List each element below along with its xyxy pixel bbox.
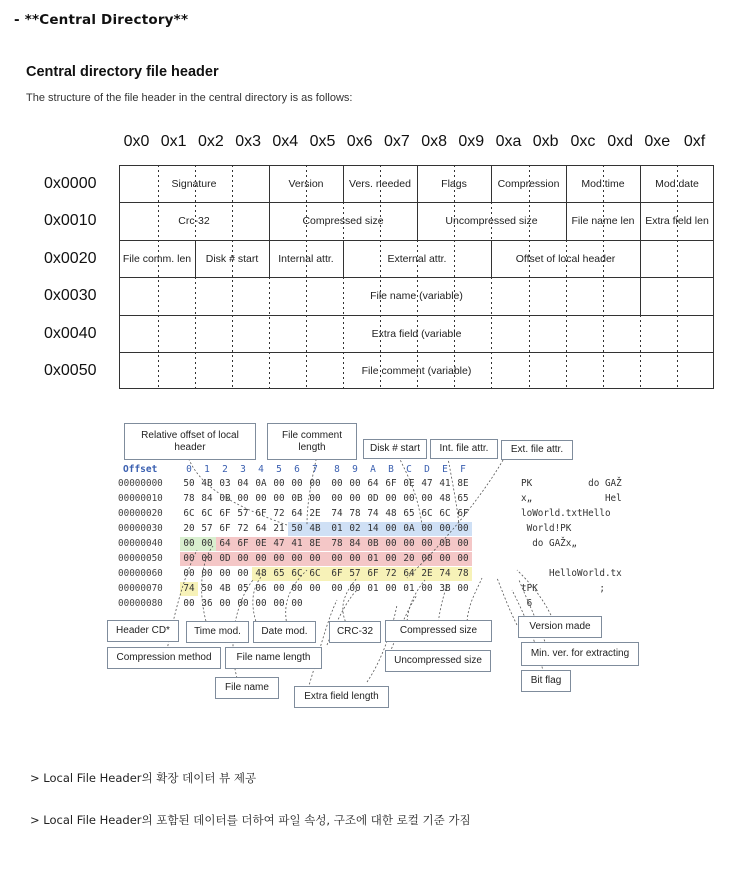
- hex-byte: 00: [349, 553, 361, 564]
- column-header-0xd: 0xd: [607, 133, 633, 150]
- field-uncompressed-size: Uncompressed size: [445, 215, 538, 227]
- page-heading: - **Central Directory**: [14, 12, 189, 28]
- hex-byte: 78: [331, 538, 343, 549]
- label-compressed-size: Compressed size: [385, 620, 492, 642]
- hex-ascii: World!PK: [521, 523, 572, 534]
- hex-byte: 48: [439, 493, 451, 504]
- section-description: The structure of the file header in the central directory is as follows:: [26, 92, 353, 104]
- hex-byte: 0B: [439, 538, 451, 549]
- hex-byte: 64: [291, 508, 303, 519]
- hex-byte: 64: [367, 478, 379, 489]
- hex-byte: 65: [457, 493, 469, 504]
- hex-byte: 00: [439, 523, 451, 534]
- column-header-0xf: 0xf: [683, 133, 706, 150]
- hex-byte: 00: [273, 478, 285, 489]
- hex-ascii: PK do GAŽ: [521, 478, 622, 489]
- label-bit-flag: Bit flag: [521, 670, 571, 692]
- label-version-made: Version made: [518, 616, 602, 638]
- field-vers-needed: Vers. needed: [349, 177, 411, 190]
- hex-byte: 00: [291, 598, 303, 609]
- field-flags: Flags: [441, 177, 467, 190]
- hex-byte: 50: [291, 523, 303, 534]
- hex-byte: 57: [201, 523, 213, 534]
- row-header-0x0030: 0x0030: [44, 287, 97, 305]
- field-file-comment: File comment (variable): [361, 364, 472, 377]
- field-compressed-size: Compressed size: [302, 215, 384, 227]
- label-min-ver: Min. ver. for extracting: [521, 642, 639, 666]
- label-extra-field-length: Extra field length: [294, 686, 389, 708]
- hex-byte: 00: [255, 553, 267, 564]
- note-1: > Local File Header의 확장 데이터 뷰 제공: [30, 771, 257, 785]
- hex-byte: 8E: [309, 538, 321, 549]
- hex-byte: 00: [237, 598, 249, 609]
- hex-byte: 00: [385, 523, 397, 534]
- field-offset-local-header: Offset of local header: [515, 252, 616, 265]
- hex-byte: 00: [183, 553, 195, 564]
- hex-offset: 00000040: [118, 538, 163, 549]
- hex-byte: 00: [273, 553, 285, 564]
- hex-byte: 00: [237, 493, 249, 504]
- hex-byte: 0D: [219, 553, 231, 564]
- hex-byte: 0E: [255, 538, 267, 549]
- label-int-file-attr: Int. file attr.: [430, 439, 498, 459]
- hex-byte: 6F: [385, 478, 397, 489]
- hex-col-header: 3: [240, 464, 246, 475]
- hex-byte: 06: [255, 583, 267, 594]
- hex-byte: 01: [403, 583, 415, 594]
- field-internal-attr: Internal attr.: [278, 252, 334, 265]
- hex-offset: 00000030: [118, 523, 163, 534]
- hex-byte: 00: [403, 538, 415, 549]
- hex-byte: 00: [385, 583, 397, 594]
- hex-byte: 02: [349, 523, 361, 534]
- hex-byte: 0D: [367, 493, 379, 504]
- column-header-0x1: 0x1: [160, 133, 187, 150]
- label-disk-start: Disk # start: [363, 439, 427, 459]
- hex-byte: 64: [255, 523, 267, 534]
- hex-byte: 50: [183, 478, 195, 489]
- hex-ascii: HelloWorld.tx: [521, 568, 622, 579]
- column-header-0x9: 0x9: [458, 133, 485, 150]
- label-time-mod: Time mod.: [186, 621, 249, 643]
- hex-byte: 00: [331, 583, 343, 594]
- hex-col-header: 5: [276, 464, 282, 475]
- label-crc32: CRC-32: [329, 621, 381, 643]
- hex-byte: 0E: [403, 478, 415, 489]
- hex-byte: 00: [349, 478, 361, 489]
- note-2: > Local File Header의 포함된 데이터를 더하여 파일 속성, 구조에 대한 로컬 기준 가짐: [30, 813, 471, 827]
- hex-byte: 00: [385, 538, 397, 549]
- column-header-0xa: 0xa: [495, 133, 522, 150]
- hex-byte: 00: [219, 598, 231, 609]
- label-file-name-length: File name length: [225, 647, 322, 669]
- hex-byte: 0B: [291, 493, 303, 504]
- row-header-0x0020: 0x0020: [44, 249, 97, 267]
- row-header-0x0050: 0x0050: [44, 362, 97, 379]
- hex-col-header: 7: [312, 464, 318, 475]
- field-compression: Compression: [497, 177, 560, 190]
- hex-byte: 6C: [291, 568, 303, 579]
- hex-offset: 00000000: [118, 478, 163, 489]
- hex-byte: 72: [385, 568, 397, 579]
- column-header-0xe: 0xe: [644, 133, 671, 150]
- hex-byte: 48: [385, 508, 397, 519]
- column-header-0x8: 0x8: [421, 133, 447, 150]
- hex-col-header: B: [388, 464, 394, 475]
- hex-byte: 00: [457, 583, 469, 594]
- hex-byte: 03: [219, 478, 231, 489]
- hex-byte: 41: [291, 538, 303, 549]
- label-file-comment-length: File comment length: [267, 423, 357, 460]
- offset-header: Offset: [123, 464, 158, 475]
- hex-byte: 8E: [457, 478, 469, 489]
- hex-byte: 00: [183, 598, 195, 609]
- hex-byte: 6F: [331, 568, 343, 579]
- hex-byte: 47: [273, 538, 285, 549]
- field-external-attr: External attr.: [387, 252, 447, 265]
- hex-byte: 36: [201, 598, 213, 609]
- hex-byte: 78: [457, 568, 469, 579]
- field-file-name: File name (variable): [370, 290, 463, 302]
- hex-byte: 14: [367, 523, 379, 534]
- hex-byte: 00: [201, 538, 213, 549]
- column-header-0x5: 0x5: [309, 133, 336, 150]
- hex-col-header: D: [424, 464, 430, 475]
- hex-byte: 6F: [237, 538, 249, 549]
- column-header-0xc: 0xc: [570, 133, 596, 150]
- hex-offset: 00000010: [118, 493, 163, 504]
- hex-byte: 84: [201, 493, 213, 504]
- hex-byte: 00: [237, 553, 249, 564]
- hex-byte: 00: [421, 538, 433, 549]
- hex-offset: 00000070: [118, 583, 163, 594]
- field-extra-field: Extra field (variable: [371, 327, 462, 340]
- structure-table: [119, 165, 714, 389]
- column-header-0x0: 0x0: [123, 133, 150, 150]
- hex-ascii: loWorld.txtHello: [521, 508, 611, 519]
- hex-col-header: 2: [222, 464, 228, 475]
- hex-byte: 00: [291, 478, 303, 489]
- hex-col-header: A: [370, 464, 376, 475]
- hex-byte: 6C: [421, 508, 433, 519]
- hex-byte: 00: [309, 493, 321, 504]
- hex-byte: 05: [237, 583, 249, 594]
- hex-ascii: do GAŽx„: [521, 538, 577, 549]
- hex-byte: 00: [291, 583, 303, 594]
- hex-byte: 0A: [403, 523, 415, 534]
- hex-byte: 74: [367, 508, 379, 519]
- hex-byte: 00: [237, 568, 249, 579]
- hex-byte: 74: [439, 568, 451, 579]
- row-header-0x0010: 0x0010: [44, 212, 97, 230]
- hex-byte: 6C: [201, 508, 213, 519]
- hex-byte: 6C: [439, 508, 451, 519]
- hex-byte: 00: [309, 583, 321, 594]
- hex-byte: 00: [183, 538, 195, 549]
- hex-dump: [107, 461, 639, 637]
- hex-byte: 57: [237, 508, 249, 519]
- hex-byte: 00: [255, 598, 267, 609]
- hex-byte: 47: [421, 478, 433, 489]
- row-header-0x0000: 0x0000: [44, 175, 97, 192]
- section-title: Central directory file header: [26, 64, 219, 80]
- hex-col-header: 0: [186, 464, 192, 475]
- hex-col-header: 6: [294, 464, 300, 475]
- hex-byte: 00: [291, 553, 303, 564]
- hex-byte: 00: [309, 553, 321, 564]
- hex-byte: 0B: [367, 538, 379, 549]
- hex-byte: 78: [349, 508, 361, 519]
- field-signature: Signature: [171, 177, 217, 190]
- hex-byte: 6C: [183, 508, 195, 519]
- hex-byte: 6F: [255, 508, 267, 519]
- hex-byte: 00: [331, 493, 343, 504]
- hex-byte: 00: [457, 538, 469, 549]
- hex-byte: 48: [255, 568, 267, 579]
- hex-col-header: 9: [352, 464, 358, 475]
- hex-byte: 50: [201, 583, 213, 594]
- hex-byte: 00: [421, 583, 433, 594]
- hex-ascii: x„ Hel: [521, 493, 622, 504]
- label-date-mod: Date mod.: [253, 621, 316, 643]
- column-header-0x7: 0x7: [383, 133, 410, 150]
- hex-col-header: 4: [258, 464, 264, 475]
- hex-byte: 00: [385, 553, 397, 564]
- hex-byte: 00: [273, 598, 285, 609]
- hex-ascii: tPK ;: [521, 583, 605, 594]
- hex-byte: 00: [331, 553, 343, 564]
- hex-byte: 72: [273, 508, 285, 519]
- hex-byte: 78: [183, 493, 195, 504]
- hex-byte: 00: [183, 568, 195, 579]
- hex-byte: 3B: [439, 583, 451, 594]
- hex-col-header: E: [442, 464, 448, 475]
- hex-byte: 41: [439, 478, 451, 489]
- hex-byte: 00: [273, 493, 285, 504]
- hex-byte: 00: [309, 478, 321, 489]
- hex-col-header: 1: [204, 464, 210, 475]
- hex-byte: 00: [385, 493, 397, 504]
- hex-byte: 00: [439, 553, 451, 564]
- hex-col-header: 8: [334, 464, 340, 475]
- hex-byte: 00: [421, 553, 433, 564]
- field-mod-date: Mod date: [655, 177, 699, 190]
- hex-byte: 00: [457, 523, 469, 534]
- hex-offset: 00000050: [118, 553, 163, 564]
- hex-byte: 57: [349, 568, 361, 579]
- column-header-0x3: 0x3: [235, 133, 261, 150]
- label-ext-file-attr: Ext. file attr.: [501, 440, 573, 460]
- row-header-0x0040: 0x0040: [44, 324, 97, 342]
- hex-byte: 6F: [219, 523, 231, 534]
- field-mod-time: Mod time: [581, 177, 625, 190]
- hex-byte: 01: [331, 523, 343, 534]
- field-disk-start: Disk # start: [205, 252, 259, 265]
- hex-byte: 72: [237, 523, 249, 534]
- hex-byte: 6C: [309, 568, 321, 579]
- hex-byte: 6F: [367, 568, 379, 579]
- hex-byte: 4B: [219, 583, 231, 594]
- hex-byte: 00: [201, 568, 213, 579]
- hex-byte: 01: [367, 553, 379, 564]
- hex-byte: 04: [237, 478, 249, 489]
- hex-byte: 00: [201, 553, 213, 564]
- hex-byte: 0B: [219, 493, 231, 504]
- label-compression-method: Compression method: [107, 647, 221, 669]
- column-header-0x2: 0x2: [197, 133, 224, 150]
- hex-byte: 00: [403, 493, 415, 504]
- hex-byte: 74: [183, 583, 195, 594]
- hex-byte: 00: [457, 553, 469, 564]
- label-file-name: File name: [215, 677, 279, 699]
- hex-byte: 64: [403, 568, 415, 579]
- hex-offset: 00000020: [118, 508, 163, 519]
- hex-byte: 4B: [309, 523, 321, 534]
- hex-byte: 0A: [255, 478, 267, 489]
- hex-byte: 00: [349, 493, 361, 504]
- hex-byte: 00: [349, 583, 361, 594]
- hex-col-header: F: [460, 464, 466, 475]
- field-extra-field-len: Extra field len: [645, 215, 709, 227]
- hex-byte: 64: [219, 538, 231, 549]
- hex-byte: 01: [367, 583, 379, 594]
- hex-byte: 00: [255, 493, 267, 504]
- hex-byte: 74: [331, 508, 343, 519]
- column-header-0x4: 0x4: [272, 133, 299, 150]
- hex-byte: 00: [219, 568, 231, 579]
- hex-byte: 00: [421, 523, 433, 534]
- hex-byte: 2E: [309, 508, 321, 519]
- hex-byte: 65: [403, 508, 415, 519]
- hex-byte: 00: [421, 493, 433, 504]
- hex-byte: 20: [183, 523, 195, 534]
- hex-byte: 00: [273, 583, 285, 594]
- field-version: Version: [288, 177, 324, 190]
- hex-byte: 6F: [457, 508, 469, 519]
- hex-offset: 00000080: [118, 598, 163, 609]
- label-uncompressed-size: Uncompressed size: [385, 650, 491, 672]
- column-header-0xb: 0xb: [532, 133, 559, 150]
- field-crc32: Crc-32: [178, 215, 210, 227]
- hex-byte: 6F: [219, 508, 231, 519]
- hex-byte: 00: [331, 478, 343, 489]
- column-header-0x6: 0x6: [346, 133, 373, 150]
- field-file-comm-len: File comm. len: [122, 252, 192, 265]
- hex-offset: 00000060: [118, 568, 163, 579]
- hex-dump-figure: [107, 420, 639, 710]
- hex-byte: 65: [273, 568, 285, 579]
- label-relative-offset: Relative offset of local header: [124, 423, 256, 460]
- label-header-cd: Header CD*: [107, 620, 179, 642]
- hex-byte: 4B: [201, 478, 213, 489]
- hex-col-header: C: [406, 464, 412, 475]
- hex-byte: 2E: [421, 568, 433, 579]
- hex-byte: 84: [349, 538, 361, 549]
- hex-byte: 21: [273, 523, 285, 534]
- field-file-name-len: File name len: [571, 215, 635, 227]
- hex-ascii: 6: [521, 598, 533, 609]
- hex-byte: 20: [403, 553, 415, 564]
